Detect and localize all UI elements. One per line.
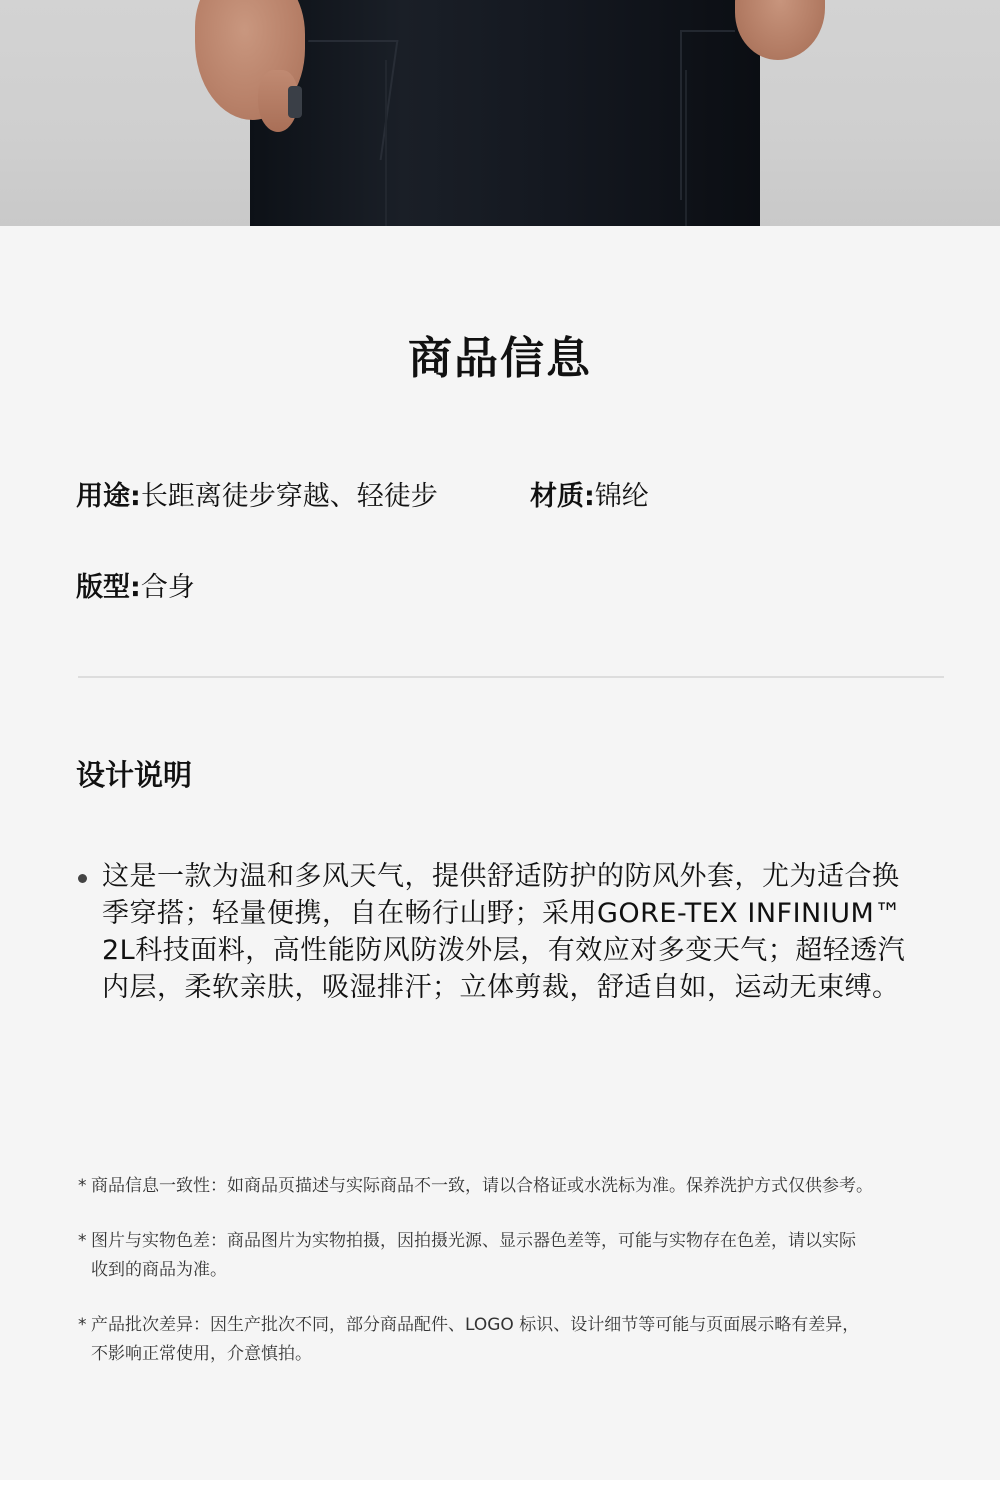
right-pocket [680, 30, 735, 200]
attribute-fit-value: 合身 [140, 572, 195, 603]
asterisk-icon: * [78, 1315, 87, 1335]
info-panel [0, 226, 1000, 1480]
zipper-pull [288, 86, 302, 118]
design-description [102, 858, 942, 1006]
section-title: 商品信息 [408, 333, 592, 384]
note-line: 产品批次差异：因生产批次不同，部分商品配件、LOGO 标识、设计细节等可能与页面展示略有差异， [91, 1315, 860, 1335]
design-line: 内层，柔软亲肤，吸湿排汗；立体剪裁，舒适自如，运动无束缚。 [102, 972, 900, 1003]
note-batch-difference [78, 1311, 958, 1369]
product-photo [0, 0, 1000, 226]
divider [78, 676, 944, 678]
design-line: 季穿搭；轻量便携，自在畅行山野；采用GORE-TEX INFINIUM™ [102, 898, 902, 929]
attribute-material-value: 锦纶 [594, 481, 649, 512]
attribute-fit [76, 565, 195, 604]
attribute-fit-label: 版型: [76, 572, 141, 603]
bullet-dot-icon [78, 874, 87, 883]
attribute-usage [76, 474, 438, 513]
left-seam [385, 60, 387, 226]
asterisk-icon: * [78, 1176, 87, 1196]
note-color-difference [78, 1227, 958, 1285]
design-line: 这是一款为温和多风天气，提供舒适防护的防风外套，尤为适合换 [102, 861, 900, 892]
design-line: 2L科技面料，高性能防风防泼外层，有效应对多变天气；超轻透汽 [102, 935, 906, 966]
disclaimer-notes [78, 1172, 958, 1395]
design-title: 设计说明 [76, 758, 193, 792]
asterisk-icon: * [78, 1231, 87, 1251]
attribute-usage-label: 用途: [76, 481, 141, 512]
bottom-margin [0, 1480, 1000, 1507]
right-seam [685, 70, 687, 226]
attribute-usage-value: 长距离徒步穿越、轻徒步 [140, 481, 438, 512]
note-consistency [78, 1172, 958, 1201]
attribute-material [530, 474, 649, 513]
note-line: 图片与实物色差：商品图片为实物拍摄，因拍摄光源、显示器色差等，可能与实物存在色差，请以实际 [91, 1231, 856, 1251]
left-pocket [292, 40, 399, 160]
note-line: 不影响正常使用，介意慎拍。 [91, 1344, 312, 1364]
note-line: 商品信息一致性：如商品页描述与实际商品不一致，请以合格证或水洗标为准。保养洗护方式仅供参考。 [91, 1176, 873, 1196]
attribute-material-label: 材质: [530, 481, 595, 512]
note-line: 收到的商品为准。 [91, 1260, 227, 1280]
